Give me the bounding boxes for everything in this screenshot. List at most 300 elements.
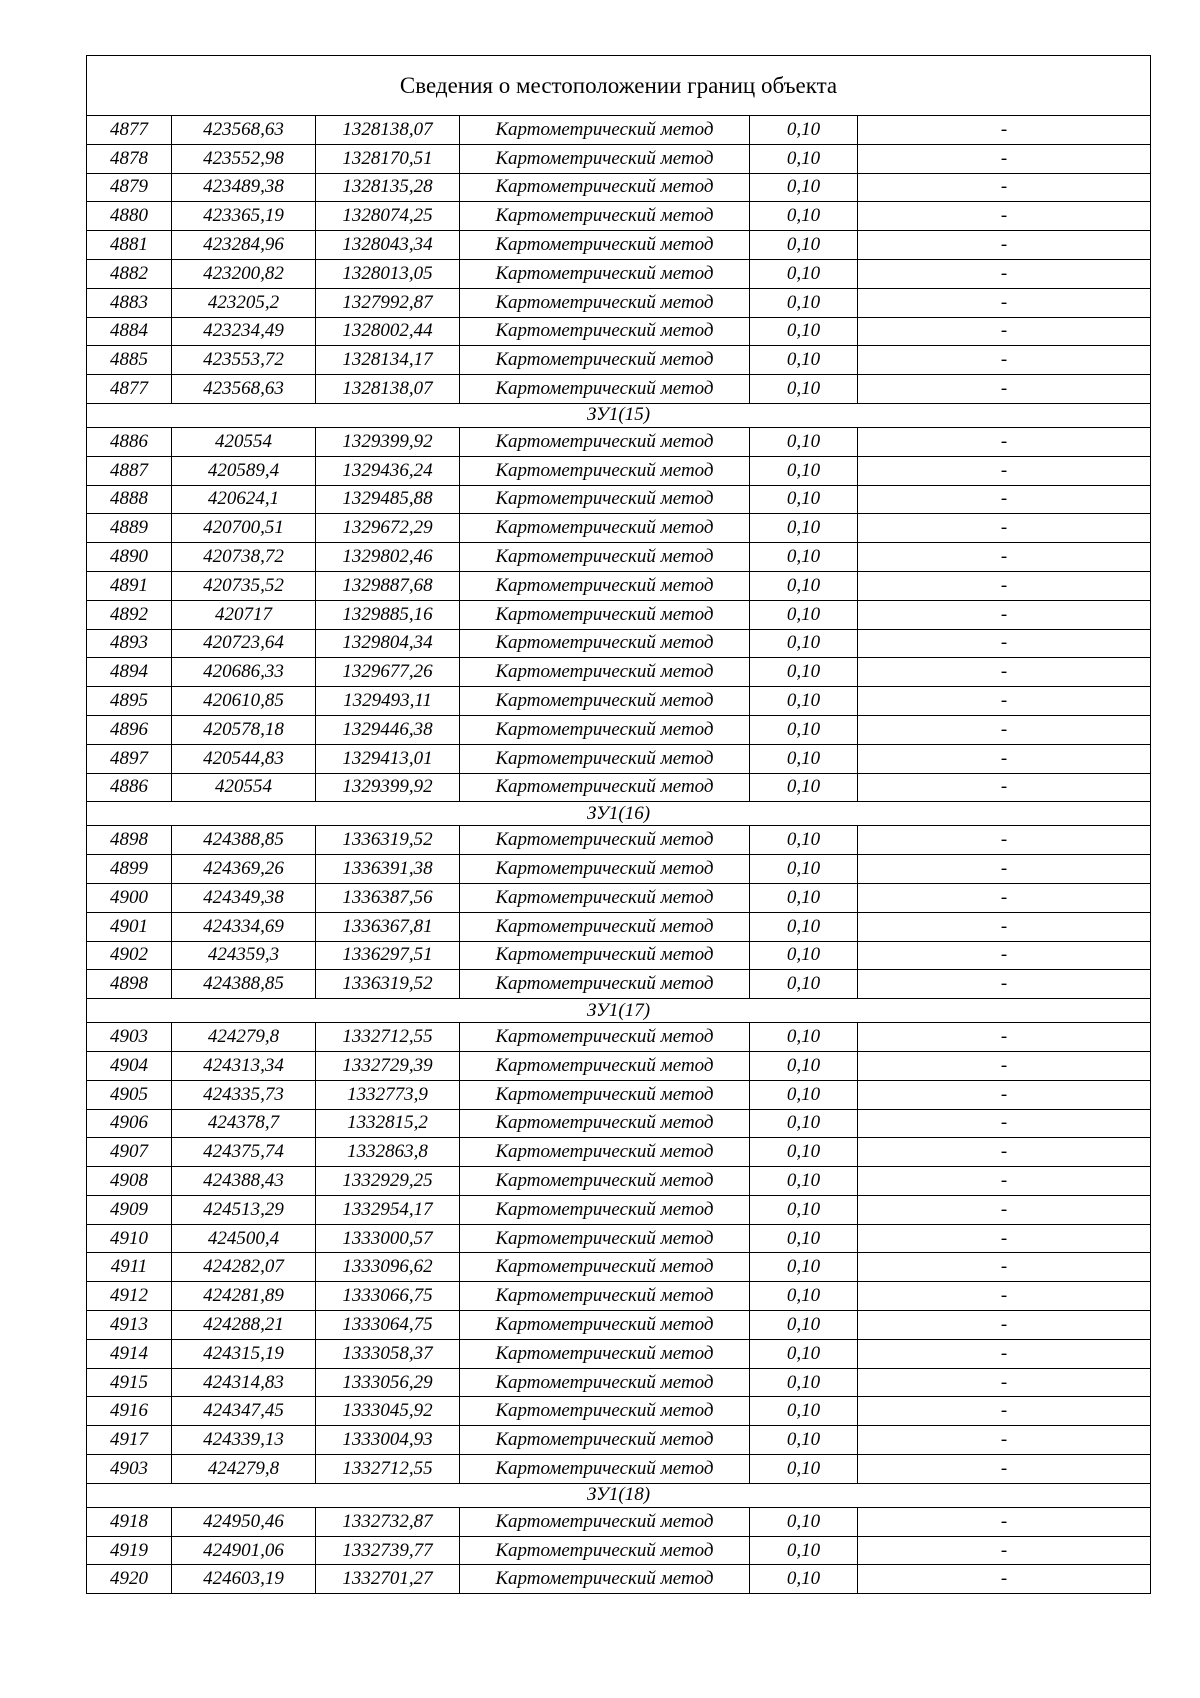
point-number-cell: 4914 [87, 1339, 172, 1368]
x-coordinate-cell: 423284,96 [172, 231, 316, 260]
table-row [87, 1455, 1151, 1484]
method-cell: Картометрический метод [460, 1167, 750, 1196]
accuracy-cell: 0,10 [750, 1195, 858, 1224]
accuracy-cell: 0,10 [750, 970, 858, 999]
x-coordinate-cell: 420610,85 [172, 687, 316, 716]
point-number-cell: 4903 [87, 1455, 172, 1484]
y-coordinate-cell: 1333000,57 [316, 1224, 460, 1253]
method-cell: Картометрический метод [460, 1536, 750, 1565]
table-row [87, 744, 1151, 773]
table-row [87, 375, 1151, 404]
y-coordinate-cell: 1332863,8 [316, 1138, 460, 1167]
table-row [87, 826, 1151, 855]
description-cell: - [858, 855, 1151, 884]
table-row [87, 773, 1151, 802]
table-row [87, 485, 1151, 514]
accuracy-cell: 0,10 [750, 1311, 858, 1340]
method-cell: Картометрический метод [460, 600, 750, 629]
table-row [87, 202, 1151, 231]
accuracy-cell: 0,10 [750, 826, 858, 855]
x-coordinate-cell: 424315,19 [172, 1339, 316, 1368]
table-row [87, 629, 1151, 658]
table-row [87, 1426, 1151, 1455]
y-coordinate-cell: 1329413,01 [316, 744, 460, 773]
x-coordinate-cell: 424335,73 [172, 1080, 316, 1109]
method-cell: Картометрический метод [460, 1311, 750, 1340]
point-number-cell: 4877 [87, 116, 172, 145]
x-coordinate-cell: 420554 [172, 427, 316, 456]
x-coordinate-cell: 424388,43 [172, 1167, 316, 1196]
x-coordinate-cell: 423568,63 [172, 375, 316, 404]
point-number-cell: 4907 [87, 1138, 172, 1167]
y-coordinate-cell: 1329672,29 [316, 514, 460, 543]
x-coordinate-cell: 424349,38 [172, 883, 316, 912]
accuracy-cell: 0,10 [750, 600, 858, 629]
method-cell: Картометрический метод [460, 1455, 750, 1484]
method-cell: Картометрический метод [460, 116, 750, 145]
point-number-cell: 4896 [87, 715, 172, 744]
point-number-cell: 4898 [87, 826, 172, 855]
y-coordinate-cell: 1329804,34 [316, 629, 460, 658]
method-cell: Картометрический метод [460, 687, 750, 716]
description-cell: - [858, 375, 1151, 404]
description-cell: - [858, 1253, 1151, 1282]
x-coordinate-cell: 424388,85 [172, 970, 316, 999]
table-row [87, 1167, 1151, 1196]
method-cell: Картометрический метод [460, 1138, 750, 1167]
point-number-cell: 4911 [87, 1253, 172, 1282]
title-row [87, 56, 1151, 116]
table-row [87, 1397, 1151, 1426]
point-number-cell: 4886 [87, 773, 172, 802]
table-row [87, 1080, 1151, 1109]
accuracy-cell: 0,10 [750, 1426, 858, 1455]
table-row [87, 1051, 1151, 1080]
accuracy-cell: 0,10 [750, 883, 858, 912]
point-number-cell: 4889 [87, 514, 172, 543]
accuracy-cell: 0,10 [750, 715, 858, 744]
accuracy-cell: 0,10 [750, 1253, 858, 1282]
point-number-cell: 4901 [87, 912, 172, 941]
method-cell: Картометрический метод [460, 1282, 750, 1311]
y-coordinate-cell: 1329446,38 [316, 715, 460, 744]
description-cell: - [858, 543, 1151, 572]
table-row [87, 912, 1151, 941]
method-cell: Картометрический метод [460, 1051, 750, 1080]
table-row [87, 116, 1151, 145]
method-cell: Картометрический метод [460, 1426, 750, 1455]
description-cell: - [858, 1282, 1151, 1311]
point-number-cell: 4895 [87, 687, 172, 716]
table-row [87, 571, 1151, 600]
description-cell: - [858, 116, 1151, 145]
y-coordinate-cell: 1332739,77 [316, 1536, 460, 1565]
description-cell: - [858, 1455, 1151, 1484]
accuracy-cell: 0,10 [750, 1224, 858, 1253]
table-row [87, 456, 1151, 485]
description-cell: - [858, 687, 1151, 716]
point-number-cell: 4920 [87, 1565, 172, 1594]
point-number-cell: 4917 [87, 1426, 172, 1455]
point-number-cell: 4908 [87, 1167, 172, 1196]
table-row [87, 1023, 1151, 1052]
accuracy-cell: 0,10 [750, 1339, 858, 1368]
description-cell: - [858, 231, 1151, 260]
point-number-cell: 4919 [87, 1536, 172, 1565]
x-coordinate-cell: 420738,72 [172, 543, 316, 572]
x-coordinate-cell: 420544,83 [172, 744, 316, 773]
table-row [87, 970, 1151, 999]
accuracy-cell: 0,10 [750, 1368, 858, 1397]
y-coordinate-cell: 1336319,52 [316, 970, 460, 999]
accuracy-cell: 0,10 [750, 1282, 858, 1311]
method-cell: Картометрический метод [460, 1080, 750, 1109]
method-cell: Картометрический метод [460, 144, 750, 173]
method-cell: Картометрический метод [460, 744, 750, 773]
method-cell: Картометрический метод [460, 288, 750, 317]
point-number-cell: 4910 [87, 1224, 172, 1253]
x-coordinate-cell: 424603,19 [172, 1565, 316, 1594]
y-coordinate-cell: 1328043,34 [316, 231, 460, 260]
y-coordinate-cell: 1336297,51 [316, 941, 460, 970]
x-coordinate-cell: 420589,4 [172, 456, 316, 485]
point-number-cell: 4898 [87, 970, 172, 999]
point-number-cell: 4897 [87, 744, 172, 773]
accuracy-cell: 0,10 [750, 1397, 858, 1426]
y-coordinate-cell: 1333064,75 [316, 1311, 460, 1340]
table-body [87, 56, 1151, 1594]
table-row [87, 514, 1151, 543]
accuracy-cell: 0,10 [750, 1507, 858, 1536]
accuracy-cell: 0,10 [750, 485, 858, 514]
y-coordinate-cell: 1332954,17 [316, 1195, 460, 1224]
accuracy-cell: 0,10 [750, 202, 858, 231]
method-cell: Картометрический метод [460, 883, 750, 912]
description-cell: - [858, 658, 1151, 687]
description-cell: - [858, 1023, 1151, 1052]
x-coordinate-cell: 424901,06 [172, 1536, 316, 1565]
y-coordinate-cell: 1328013,05 [316, 259, 460, 288]
y-coordinate-cell: 1333056,29 [316, 1368, 460, 1397]
x-coordinate-cell: 424378,7 [172, 1109, 316, 1138]
x-coordinate-cell: 423568,63 [172, 116, 316, 145]
method-cell: Картометрический метод [460, 629, 750, 658]
point-number-cell: 4878 [87, 144, 172, 173]
point-number-cell: 4877 [87, 375, 172, 404]
point-number-cell: 4903 [87, 1023, 172, 1052]
y-coordinate-cell: 1329399,92 [316, 773, 460, 802]
description-cell: - [858, 346, 1151, 375]
point-number-cell: 4891 [87, 571, 172, 600]
y-coordinate-cell: 1332701,27 [316, 1565, 460, 1594]
description-cell: - [858, 912, 1151, 941]
method-cell: Картометрический метод [460, 485, 750, 514]
x-coordinate-cell: 424388,85 [172, 826, 316, 855]
point-number-cell: 4915 [87, 1368, 172, 1397]
method-cell: Картометрический метод [460, 231, 750, 260]
description-cell: - [858, 883, 1151, 912]
accuracy-cell: 0,10 [750, 1455, 858, 1484]
x-coordinate-cell: 424950,46 [172, 1507, 316, 1536]
table-row [87, 941, 1151, 970]
method-cell: Картометрический метод [460, 1339, 750, 1368]
y-coordinate-cell: 1328135,28 [316, 173, 460, 202]
point-number-cell: 4884 [87, 317, 172, 346]
y-coordinate-cell: 1333045,92 [316, 1397, 460, 1426]
description-cell: - [858, 1536, 1151, 1565]
point-number-cell: 4916 [87, 1397, 172, 1426]
table-row [87, 1565, 1151, 1594]
x-coordinate-cell: 424500,4 [172, 1224, 316, 1253]
accuracy-cell: 0,10 [750, 941, 858, 970]
point-number-cell: 4918 [87, 1507, 172, 1536]
table-row [87, 883, 1151, 912]
x-coordinate-cell: 420700,51 [172, 514, 316, 543]
table-row [87, 1536, 1151, 1565]
point-number-cell: 4892 [87, 600, 172, 629]
method-cell: Картометрический метод [460, 1109, 750, 1138]
y-coordinate-cell: 1328002,44 [316, 317, 460, 346]
accuracy-cell: 0,10 [750, 173, 858, 202]
x-coordinate-cell: 424288,21 [172, 1311, 316, 1340]
description-cell: - [858, 514, 1151, 543]
y-coordinate-cell: 1329802,46 [316, 543, 460, 572]
x-coordinate-cell: 420735,52 [172, 571, 316, 600]
point-number-cell: 4879 [87, 173, 172, 202]
description-cell: - [858, 1565, 1151, 1594]
point-number-cell: 4893 [87, 629, 172, 658]
table-row [87, 173, 1151, 202]
accuracy-cell: 0,10 [750, 629, 858, 658]
y-coordinate-cell: 1332815,2 [316, 1109, 460, 1138]
description-cell: - [858, 629, 1151, 658]
description-cell: - [858, 1397, 1151, 1426]
method-cell: Картометрический метод [460, 375, 750, 404]
point-number-cell: 4912 [87, 1282, 172, 1311]
method-cell: Картометрический метод [460, 1023, 750, 1052]
x-coordinate-cell: 423200,82 [172, 259, 316, 288]
y-coordinate-cell: 1333058,37 [316, 1339, 460, 1368]
section-label: ЗУ1(17) [87, 999, 1151, 1023]
y-coordinate-cell: 1328074,25 [316, 202, 460, 231]
description-cell: - [858, 317, 1151, 346]
accuracy-cell: 0,10 [750, 427, 858, 456]
x-coordinate-cell: 424279,8 [172, 1455, 316, 1484]
description-cell: - [858, 1195, 1151, 1224]
y-coordinate-cell: 1328170,51 [316, 144, 460, 173]
description-cell: - [858, 970, 1151, 999]
table-row [87, 1253, 1151, 1282]
accuracy-cell: 0,10 [750, 288, 858, 317]
accuracy-cell: 0,10 [750, 744, 858, 773]
description-cell: - [858, 288, 1151, 317]
accuracy-cell: 0,10 [750, 1109, 858, 1138]
point-number-cell: 4899 [87, 855, 172, 884]
accuracy-cell: 0,10 [750, 144, 858, 173]
point-number-cell: 4882 [87, 259, 172, 288]
y-coordinate-cell: 1328138,07 [316, 116, 460, 145]
y-coordinate-cell: 1329399,92 [316, 427, 460, 456]
description-cell: - [858, 456, 1151, 485]
description-cell: - [858, 715, 1151, 744]
method-cell: Картометрический метод [460, 773, 750, 802]
method-cell: Картометрический метод [460, 346, 750, 375]
method-cell: Картометрический метод [460, 855, 750, 884]
table-row [87, 543, 1151, 572]
accuracy-cell: 0,10 [750, 855, 858, 884]
method-cell: Картометрический метод [460, 1195, 750, 1224]
description-cell: - [858, 1426, 1151, 1455]
y-coordinate-cell: 1328138,07 [316, 375, 460, 404]
table-row [87, 855, 1151, 884]
x-coordinate-cell: 420578,18 [172, 715, 316, 744]
x-coordinate-cell: 423234,49 [172, 317, 316, 346]
x-coordinate-cell: 424513,29 [172, 1195, 316, 1224]
accuracy-cell: 0,10 [750, 571, 858, 600]
y-coordinate-cell: 1333004,93 [316, 1426, 460, 1455]
accuracy-cell: 0,10 [750, 116, 858, 145]
y-coordinate-cell: 1336367,81 [316, 912, 460, 941]
description-cell: - [858, 202, 1151, 231]
accuracy-cell: 0,10 [750, 1536, 858, 1565]
accuracy-cell: 0,10 [750, 317, 858, 346]
y-coordinate-cell: 1333096,62 [316, 1253, 460, 1282]
x-coordinate-cell: 424347,45 [172, 1397, 316, 1426]
table-row [87, 1339, 1151, 1368]
accuracy-cell: 0,10 [750, 1167, 858, 1196]
description-cell: - [858, 144, 1151, 173]
method-cell: Картометрический метод [460, 941, 750, 970]
table-row [87, 288, 1151, 317]
y-coordinate-cell: 1329436,24 [316, 456, 460, 485]
method-cell: Картометрический метод [460, 1368, 750, 1397]
description-cell: - [858, 1109, 1151, 1138]
x-coordinate-cell: 424375,74 [172, 1138, 316, 1167]
point-number-cell: 4881 [87, 231, 172, 260]
description-cell: - [858, 600, 1151, 629]
point-number-cell: 4880 [87, 202, 172, 231]
y-coordinate-cell: 1333066,75 [316, 1282, 460, 1311]
table-row [87, 1138, 1151, 1167]
point-number-cell: 4885 [87, 346, 172, 375]
accuracy-cell: 0,10 [750, 456, 858, 485]
method-cell: Картометрический метод [460, 715, 750, 744]
accuracy-cell: 0,10 [750, 1023, 858, 1052]
y-coordinate-cell: 1329887,68 [316, 571, 460, 600]
point-number-cell: 4909 [87, 1195, 172, 1224]
x-coordinate-cell: 424314,83 [172, 1368, 316, 1397]
table-row [87, 1368, 1151, 1397]
method-cell: Картометрический метод [460, 1253, 750, 1282]
point-number-cell: 4905 [87, 1080, 172, 1109]
description-cell: - [858, 1311, 1151, 1340]
method-cell: Картометрический метод [460, 543, 750, 572]
table-row [87, 317, 1151, 346]
table-row [87, 346, 1151, 375]
x-coordinate-cell: 424279,8 [172, 1023, 316, 1052]
description-cell: - [858, 1339, 1151, 1368]
method-cell: Картометрический метод [460, 259, 750, 288]
x-coordinate-cell: 420717 [172, 600, 316, 629]
x-coordinate-cell: 424313,34 [172, 1051, 316, 1080]
point-number-cell: 4888 [87, 485, 172, 514]
y-coordinate-cell: 1329485,88 [316, 485, 460, 514]
x-coordinate-cell: 423205,2 [172, 288, 316, 317]
accuracy-cell: 0,10 [750, 658, 858, 687]
table-row [87, 231, 1151, 260]
y-coordinate-cell: 1336319,52 [316, 826, 460, 855]
accuracy-cell: 0,10 [750, 1138, 858, 1167]
x-coordinate-cell: 423365,19 [172, 202, 316, 231]
point-number-cell: 4904 [87, 1051, 172, 1080]
description-cell: - [858, 1080, 1151, 1109]
method-cell: Картометрический метод [460, 1565, 750, 1594]
description-cell: - [858, 1051, 1151, 1080]
accuracy-cell: 0,10 [750, 231, 858, 260]
point-number-cell: 4894 [87, 658, 172, 687]
section-row [87, 802, 1151, 826]
table-row [87, 144, 1151, 173]
description-cell: - [858, 744, 1151, 773]
point-number-cell: 4902 [87, 941, 172, 970]
x-coordinate-cell: 423553,72 [172, 346, 316, 375]
section-row [87, 1483, 1151, 1507]
section-row [87, 403, 1151, 427]
x-coordinate-cell: 424334,69 [172, 912, 316, 941]
point-number-cell: 4890 [87, 543, 172, 572]
description-cell: - [858, 941, 1151, 970]
y-coordinate-cell: 1332732,87 [316, 1507, 460, 1536]
description-cell: - [858, 571, 1151, 600]
method-cell: Картометрический метод [460, 826, 750, 855]
accuracy-cell: 0,10 [750, 259, 858, 288]
point-number-cell: 4886 [87, 427, 172, 456]
table-row [87, 427, 1151, 456]
point-number-cell: 4900 [87, 883, 172, 912]
accuracy-cell: 0,10 [750, 912, 858, 941]
x-coordinate-cell: 424282,07 [172, 1253, 316, 1282]
method-cell: Картометрический метод [460, 571, 750, 600]
y-coordinate-cell: 1332773,9 [316, 1080, 460, 1109]
section-label: ЗУ1(18) [87, 1483, 1151, 1507]
description-cell: - [858, 826, 1151, 855]
method-cell: Картометрический метод [460, 427, 750, 456]
method-cell: Картометрический метод [460, 1507, 750, 1536]
table-row [87, 1224, 1151, 1253]
accuracy-cell: 0,10 [750, 1565, 858, 1594]
table-row [87, 1282, 1151, 1311]
method-cell: Картометрический метод [460, 317, 750, 346]
method-cell: Картометрический метод [460, 970, 750, 999]
x-coordinate-cell: 420624,1 [172, 485, 316, 514]
accuracy-cell: 0,10 [750, 346, 858, 375]
description-cell: - [858, 1368, 1151, 1397]
description-cell: - [858, 1138, 1151, 1167]
accuracy-cell: 0,10 [750, 543, 858, 572]
accuracy-cell: 0,10 [750, 375, 858, 404]
section-label: ЗУ1(16) [87, 802, 1151, 826]
table-row [87, 1311, 1151, 1340]
y-coordinate-cell: 1329677,26 [316, 658, 460, 687]
x-coordinate-cell: 424281,89 [172, 1282, 316, 1311]
accuracy-cell: 0,10 [750, 1080, 858, 1109]
table-row [87, 1195, 1151, 1224]
accuracy-cell: 0,10 [750, 687, 858, 716]
description-cell: - [858, 173, 1151, 202]
table-row [87, 600, 1151, 629]
method-cell: Картометрический метод [460, 1224, 750, 1253]
y-coordinate-cell: 1328134,17 [316, 346, 460, 375]
